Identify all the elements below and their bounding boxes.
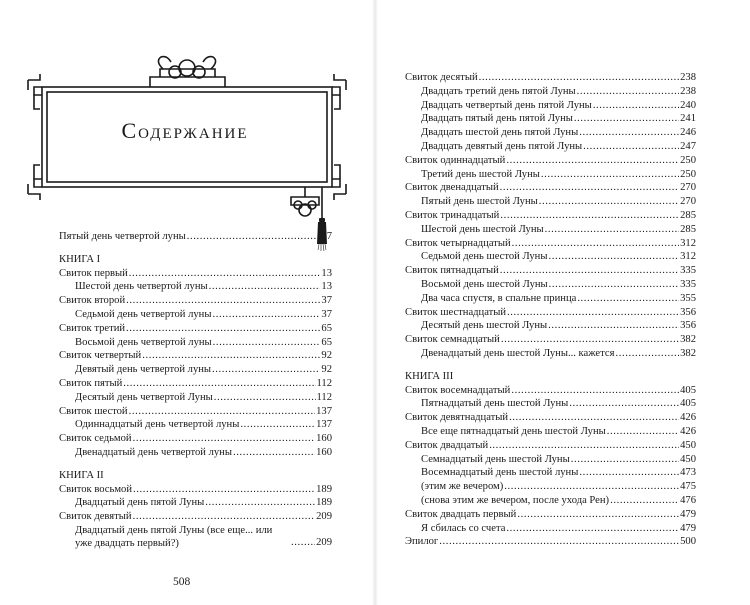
- toc-row[interactable]: [59, 446, 332, 460]
- toc-label: Свиток восемнадцатый: [405, 384, 511, 396]
- leader-dots: [123, 377, 315, 391]
- toc-page: 476: [680, 494, 696, 506]
- toc-page: 382: [680, 334, 696, 346]
- toc-page: 356: [680, 320, 696, 332]
- leader-dots: [509, 411, 679, 425]
- toc-page: 65: [321, 336, 332, 348]
- toc-row[interactable]: [405, 439, 696, 453]
- leader-dots: [579, 126, 679, 140]
- toc-page: 112: [316, 377, 332, 389]
- toc-row[interactable]: [405, 250, 696, 264]
- toc-page: 189: [316, 483, 332, 495]
- toc-row[interactable]: [59, 294, 332, 308]
- toc-page: 238: [680, 72, 696, 83]
- toc-label: Свиток пятнадцатый: [405, 265, 499, 277]
- toc-page: 285: [680, 209, 696, 221]
- toc-page: 7: [326, 231, 332, 242]
- leader-dots: [187, 230, 326, 244]
- toc-page: 312: [680, 251, 696, 263]
- book-title: КНИГА I: [59, 253, 101, 265]
- toc-label: Свиток пятый: [59, 377, 123, 389]
- toc-page: 426: [680, 425, 696, 437]
- toc-page: 335: [680, 265, 696, 277]
- leader-dots: [126, 322, 320, 336]
- toc-page: 13: [321, 281, 332, 293]
- toc-label: Десятый день шестой Луны: [421, 320, 548, 332]
- toc-row[interactable]: [59, 377, 332, 391]
- toc-label: Третий день шестой Луны: [421, 168, 540, 180]
- toc-row[interactable]: [405, 306, 696, 320]
- toc-page: 250: [680, 154, 696, 166]
- toc-page: 247: [680, 140, 696, 152]
- toc-row[interactable]: [405, 508, 696, 522]
- toc-page: 13: [321, 267, 332, 279]
- scroll-list: [405, 71, 696, 361]
- toc-label: (снова этим же вечером, после ухода Рен): [421, 494, 610, 506]
- toc-row[interactable]: [405, 411, 696, 425]
- toc-page: 355: [680, 292, 696, 304]
- toc-page: 160: [316, 433, 332, 445]
- toc-row[interactable]: [405, 535, 696, 549]
- toc-left: [59, 230, 332, 550]
- toc-row[interactable]: [405, 181, 696, 195]
- toc-page: 473: [680, 467, 696, 479]
- toc-page: 160: [316, 446, 332, 458]
- toc-row[interactable]: [405, 333, 696, 347]
- toc-row[interactable]: [405, 347, 696, 361]
- leader-dots: [548, 319, 679, 333]
- toc-row[interactable]: [59, 322, 332, 336]
- toc-page: 37: [321, 308, 332, 320]
- toc-label: Свиток двенадцатый: [405, 182, 499, 194]
- toc-page: 312: [680, 237, 696, 249]
- toc-label: Двадцать девятый день пятой Луны: [421, 140, 583, 152]
- toc-label: Я сбилась со счета: [421, 522, 506, 534]
- toc-label: Двадцатый день пятой Луны: [75, 497, 205, 509]
- toc-page: 250: [680, 168, 696, 180]
- toc-label: Свиток двадцатый: [405, 439, 489, 451]
- toc-row[interactable]: [405, 319, 696, 333]
- page-number: 508: [173, 576, 191, 588]
- toc-row[interactable]: [405, 71, 696, 85]
- leader-dots: [539, 195, 679, 209]
- toc-row[interactable]: [405, 168, 696, 182]
- toc-row[interactable]: [405, 140, 696, 154]
- leader-dots: [500, 264, 679, 278]
- leader-dots: [545, 223, 679, 237]
- toc-row[interactable]: [405, 522, 696, 536]
- toc-page: 450: [680, 439, 696, 451]
- toc-row[interactable]: [405, 223, 696, 237]
- toc-label: Два часа спустя, в спальне принца: [421, 292, 577, 304]
- leader-dots: [209, 280, 321, 294]
- toc-label: Шестой день шестой Луны: [421, 223, 544, 235]
- toc-row[interactable]: [405, 480, 696, 494]
- toc-page: 426: [680, 412, 696, 424]
- leader-dots: [500, 209, 679, 223]
- toc-label: Пятый день шестой Луны: [421, 196, 538, 208]
- leader-dots: [506, 154, 679, 168]
- toc-page: 450: [680, 453, 696, 465]
- leader-dots: [504, 480, 679, 494]
- toc-row[interactable]: [59, 496, 332, 510]
- toc-page: 270: [680, 196, 696, 208]
- leader-dots: [133, 432, 316, 446]
- toc-label: Двенадцатый день шестой Луны... кажется: [421, 347, 615, 359]
- toc-row[interactable]: [59, 267, 332, 281]
- leader-dots: [615, 347, 679, 361]
- toc-row[interactable]: [59, 418, 332, 432]
- toc-row[interactable]: [59, 308, 332, 322]
- toc-page: 209: [316, 537, 332, 549]
- leader-dots: [500, 181, 679, 195]
- leader-dots: [548, 250, 679, 264]
- toc-label: Одиннадцатый день четвертой луны: [75, 419, 240, 431]
- leader-dots: [574, 112, 679, 126]
- toc-page: 240: [680, 99, 696, 111]
- toc-page: 405: [680, 384, 696, 396]
- toc-page: 189: [316, 497, 332, 509]
- leader-dots: [489, 439, 679, 453]
- toc-page: 238: [680, 85, 696, 97]
- toc-page: 65: [321, 322, 332, 334]
- leader-dots: [577, 292, 679, 306]
- leader-dots: [479, 71, 679, 85]
- book1-list: [59, 267, 332, 460]
- toc-label: Свиток шестнадцатый: [405, 306, 507, 318]
- toc-row[interactable]: [59, 524, 332, 550]
- toc-label: Свиток четвертый: [59, 350, 142, 362]
- leader-dots: [129, 405, 316, 419]
- book-title: КНИГА II: [59, 469, 104, 481]
- toc-label: Восемнадцатый день шестой луны: [421, 467, 579, 479]
- toc-page: 137: [316, 405, 332, 417]
- toc-page: 479: [680, 508, 696, 520]
- toc-label: Эпилог: [405, 536, 439, 548]
- toc-label: Двенадцатый день четвертой луны: [75, 446, 232, 458]
- leader-dots: [579, 466, 679, 480]
- leader-dots: [126, 294, 320, 308]
- toc-label: Свиток шестой: [59, 405, 128, 417]
- toc-label: Десятый день четвертой Луны: [75, 391, 213, 403]
- toc-label: Свиток одиннадцатый: [405, 154, 506, 166]
- leader-dots: [511, 384, 679, 398]
- leader-dots: [512, 237, 679, 251]
- toc-label: Свиток третий: [59, 322, 126, 334]
- toc-label: Девятый день четвертой луны: [75, 364, 212, 376]
- leader-dots: [291, 536, 315, 550]
- right-page: [375, 0, 750, 605]
- toc-page: 37: [321, 295, 332, 307]
- leader-dots: [133, 510, 316, 524]
- toc-page: 112: [316, 391, 332, 403]
- toc-label: Свиток девятнадцатый: [405, 412, 509, 424]
- leader-dots: [610, 494, 679, 508]
- leader-dots: [571, 453, 679, 467]
- toc-label: Свиток десятый: [405, 72, 478, 83]
- toc-page: 270: [680, 182, 696, 194]
- toc-label: Семнадцатый день шестой Луны: [421, 453, 570, 465]
- book2-list: [59, 483, 332, 550]
- toc-page: 405: [680, 398, 696, 410]
- toc-label: Свиток тринадцатый: [405, 209, 500, 221]
- toc-row[interactable]: [405, 195, 696, 209]
- toc-row[interactable]: [59, 405, 332, 419]
- toc-row[interactable]: [405, 99, 696, 113]
- toc-label: Пятнадцатый день шестой Луны: [421, 398, 569, 410]
- toc-row[interactable]: [59, 510, 332, 524]
- toc-label: Свиток восьмой: [59, 483, 133, 495]
- toc-label: Двадцать шестой день пятой Луны: [421, 127, 579, 139]
- leader-dots: [212, 363, 320, 377]
- toc-row[interactable]: [59, 432, 332, 446]
- toc-label: Седьмой день шестой Луны: [421, 251, 548, 263]
- book-title: КНИГА III: [405, 370, 454, 382]
- toc-page: 479: [680, 522, 696, 534]
- toc-label: Двадцать пятый день пятой Луны: [421, 113, 573, 125]
- toc-row[interactable]: [405, 494, 696, 508]
- toc-row[interactable]: [405, 425, 696, 439]
- toc-label: Все еще пятнадцатый день шестой Луны: [421, 425, 606, 437]
- toc-row[interactable]: [405, 154, 696, 168]
- toc-row[interactable]: [59, 349, 332, 363]
- toc-row[interactable]: [59, 230, 332, 244]
- toc-label: Восьмой день четвертой луны: [75, 336, 212, 348]
- page-title: Содержание: [121, 118, 249, 143]
- toc-page: 356: [680, 306, 696, 318]
- leader-dots: [205, 496, 315, 510]
- leader-dots: [501, 333, 679, 347]
- toc-row[interactable]: [405, 453, 696, 467]
- toc-row[interactable]: [405, 237, 696, 251]
- toc-row[interactable]: [405, 278, 696, 292]
- toc-label: Свиток семнадцатый: [405, 334, 500, 346]
- toc-label: Свиток седьмой: [59, 433, 132, 445]
- toc-row[interactable]: [59, 280, 332, 294]
- toc-label: Свиток первый: [59, 267, 128, 279]
- leader-dots: [583, 140, 679, 154]
- toc-label: Шестой день четвертой луны: [75, 281, 208, 293]
- toc-right: [405, 71, 696, 549]
- leader-dots: [240, 418, 315, 432]
- toc-label: Двадцать четвертый день пятой Луны: [421, 99, 592, 111]
- leader-dots: [507, 306, 679, 320]
- leader-dots: [607, 425, 679, 439]
- toc-page: 241: [680, 113, 696, 125]
- toc-page: 475: [680, 481, 696, 493]
- toc-row[interactable]: [405, 85, 696, 99]
- toc-row[interactable]: [405, 112, 696, 126]
- toc-row[interactable]: [405, 397, 696, 411]
- toc-row[interactable]: [59, 391, 332, 405]
- leader-dots: [133, 483, 315, 497]
- toc-page: 92: [321, 350, 332, 362]
- toc-page: 246: [680, 127, 696, 139]
- toc-row[interactable]: [405, 466, 696, 480]
- leader-dots: [212, 308, 320, 322]
- toc-row[interactable]: [59, 336, 332, 350]
- toc-row[interactable]: [59, 363, 332, 377]
- leader-dots: [214, 391, 316, 405]
- toc-row[interactable]: [405, 384, 696, 398]
- leader-dots: [213, 336, 321, 350]
- toc-row[interactable]: [405, 209, 696, 223]
- toc-page: 500: [680, 536, 696, 548]
- toc-label: Двадцать третий день пятой Луны: [421, 85, 576, 97]
- toc-page: 209: [316, 511, 332, 523]
- toc-label: (этим же вечером): [421, 481, 504, 493]
- toc-page: 92: [321, 364, 332, 376]
- toc-row[interactable]: [59, 483, 332, 497]
- leader-dots: [541, 168, 679, 182]
- toc-label: Свиток второй: [59, 295, 126, 307]
- toc-row[interactable]: [405, 292, 696, 306]
- toc-label: Двадцатый день пятой Луны (все еще... или уже двадцать первый?): [75, 524, 273, 549]
- leader-dots: [142, 349, 320, 363]
- leader-dots: [593, 99, 679, 113]
- leader-dots: [549, 278, 679, 292]
- leader-dots: [506, 522, 679, 536]
- leader-dots: [569, 397, 679, 411]
- toc-row[interactable]: [405, 126, 696, 140]
- leader-dots: [577, 85, 679, 99]
- toc-label: Свиток четырнадцатый: [405, 237, 511, 249]
- toc-page: 335: [680, 278, 696, 290]
- toc-label: Свиток девятый: [59, 511, 132, 523]
- toc-label: Пятый день четвертой луны: [59, 231, 186, 242]
- toc-row[interactable]: [405, 264, 696, 278]
- leader-dots: [129, 267, 321, 281]
- leader-dots: [517, 508, 679, 522]
- book3-list: [405, 384, 696, 550]
- toc-label: Восьмой день шестой Луны: [421, 278, 548, 290]
- toc-label: Свиток двадцать первый: [405, 508, 517, 520]
- toc-page: 285: [680, 223, 696, 235]
- toc-label: Седьмой день четвертой луны: [75, 308, 212, 320]
- leader-dots: [439, 535, 679, 549]
- toc-page: 382: [680, 347, 696, 359]
- leader-dots: [233, 446, 315, 460]
- toc-page: 137: [316, 419, 332, 431]
